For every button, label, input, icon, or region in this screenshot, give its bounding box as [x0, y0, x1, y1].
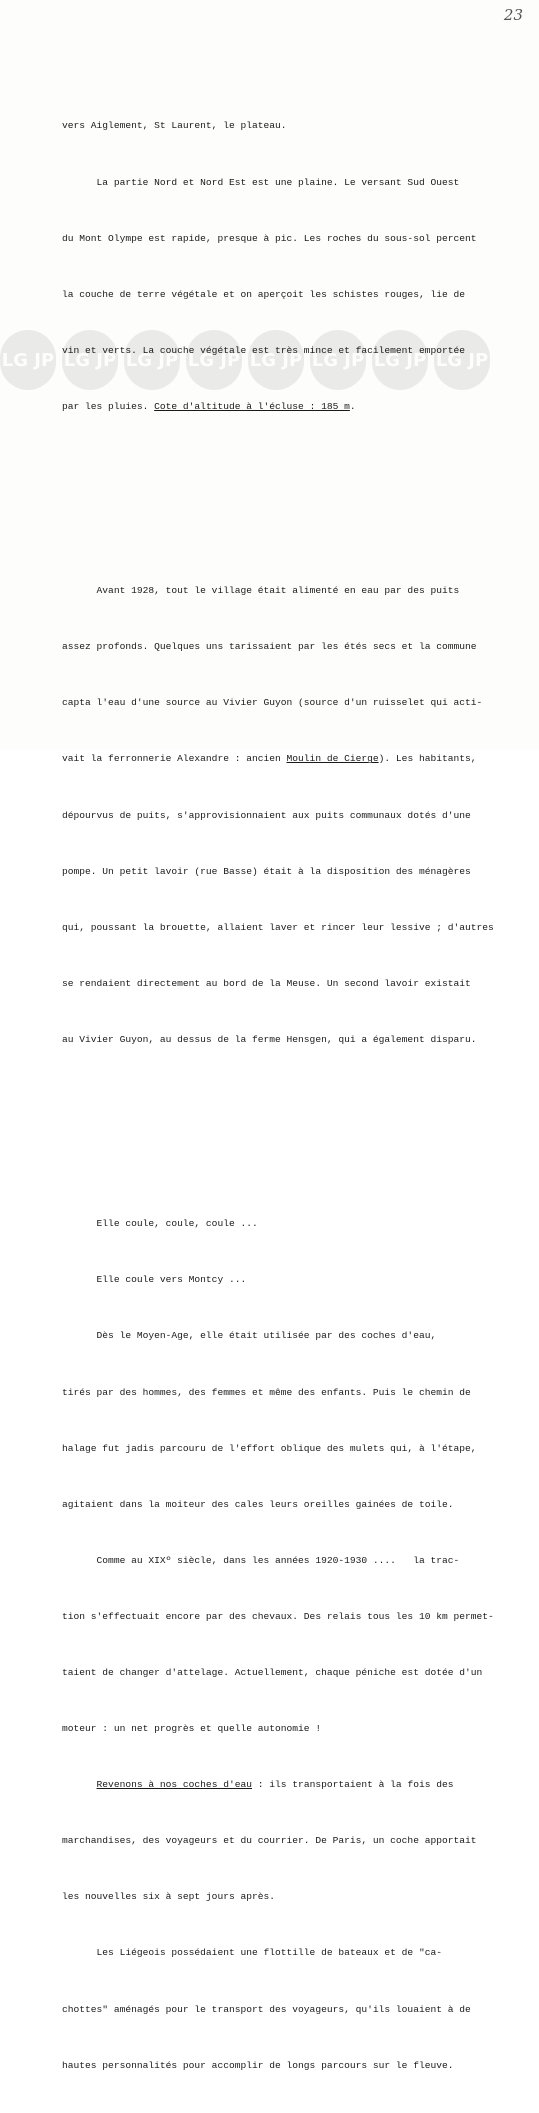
page-number: 23 [503, 6, 523, 24]
watermark-logo: LG JP [124, 330, 180, 390]
text-line: dépourvus de puits, s'approvisionnaient aux puits communaux dotés d'une [62, 809, 471, 821]
text-line: Elle coule, coule, coule ... [62, 1218, 258, 1230]
text-fragment: vait la ferronnerie Alexandre : ancien [62, 753, 287, 765]
text-fragment: par les pluies. [62, 400, 155, 412]
text-line: Dès le Moyen-Age, elle était utilisée par des coches d'eau, [62, 1330, 437, 1342]
text-line: Avant 1928, tout le village était alimenté en eau par des puits [62, 585, 460, 597]
text-line: marchandises, des voyageurs et du courrier. De Paris, un coche apportait [62, 1835, 477, 1847]
text-line: au Vivier Guyon, au dessus de la ferme Hensgen, qui a également disparu. [62, 1033, 477, 1045]
text-fragment: ). Les habitants, [378, 753, 477, 765]
text-line [62, 750, 494, 769]
watermark-logo: LG JP [372, 330, 428, 390]
text-line: du Mont Olympe est rapide, presque à pic. Les roches du sous-sol percent [62, 232, 477, 244]
text-line: qui, poussant la brouette, allaient laver et rincer leur lessive ; d'autres [62, 921, 494, 933]
text-line: vers Aiglement, St Laurent, le plateau. [62, 120, 287, 132]
text-line: taient de changer d'attelage. Actuellement, chaque péniche est dotée d'un [62, 1666, 483, 1678]
text-line: agitaient dans la moiteur des cales leurs oreilles gainées de toile. [62, 1498, 454, 1510]
text-line: chottes" aménagés pour le transport des voyageurs, qu'ils louaient à de [62, 2003, 471, 2015]
text-line: se rendaient directement au bord de la Meuse. Un second lavoir existait [62, 977, 471, 989]
watermark-logo: LG JP [62, 330, 118, 390]
text-line [62, 1776, 494, 1795]
text-line: hautes personnalités pour accomplir de longs parcours sur le fleuve. [62, 2059, 454, 2071]
watermark-logo: LG JP [310, 330, 366, 390]
text-line: La partie Nord et Nord Est est une plaine. Le versant Sud Ouest [62, 176, 460, 188]
text-line [62, 398, 494, 417]
watermark-logo: LG JP [0, 330, 56, 390]
text-fragment [62, 1779, 97, 1790]
text-line: vin et verts. La couche végétale est très mince et facilement emportée [62, 344, 466, 356]
text-fragment: : ils transportaient à la fois des [252, 1779, 454, 1791]
text-line: la couche de terre végétale et on aperçoit les schistes rouges, lie de [62, 288, 466, 300]
section-gap [62, 473, 494, 489]
text-line: les nouvelles six à sept jours après. [62, 1891, 276, 1903]
text-line: Comme au XIXº siècle, dans les années 1920-1930 .... la trac- [62, 1554, 460, 1566]
text-line: halage fut jadis parcouru de l'effort oblique des mulets qui, à l'étape, [62, 1442, 477, 1454]
text-line: tirés par des hommes, des femmes et même des enfants. Puis le chemin de [62, 1386, 471, 1398]
text-line: capta l'eau d'une source au Vivier Guyon (source d'un ruisselet qui acti- [62, 697, 483, 709]
watermark-logo: LG JP [186, 330, 242, 390]
watermark-logo: LG JP [248, 330, 304, 390]
coches-deau-underlined: Revenons à nos coches d'eau [96, 1779, 252, 1791]
moulin-de-cierge-underlined: Moulin de Cierge [286, 753, 379, 765]
section-heading-hydrographie [62, 526, 494, 545]
text-fragment: . [349, 400, 356, 412]
text-line: moteur : un net progrès et quelle autonomie ! [62, 1723, 322, 1735]
text-line: assez profonds. Quelques uns tarissaient par les étés secs et la commune [62, 641, 477, 653]
body-text [62, 80, 494, 2113]
text-line: Les Liégeois possédaient une flottille de bateaux et de "ca- [62, 1947, 442, 1959]
section-gap [62, 1106, 494, 1122]
altitude-note: Cote d'altitude à l'écluse : 185 m [154, 400, 350, 412]
text-line: Elle coule vers Montcy ... [62, 1274, 247, 1286]
text-line: tion s'effectuait encore par des chevaux. Des relais tous les 10 km permet- [62, 1610, 494, 1622]
watermark-logo: LG JP [434, 330, 490, 390]
text-line: pompe. Un petit lavoir (rue Basse) était à la disposition des ménagères [62, 865, 471, 877]
section-heading-meuse [62, 1159, 494, 1178]
